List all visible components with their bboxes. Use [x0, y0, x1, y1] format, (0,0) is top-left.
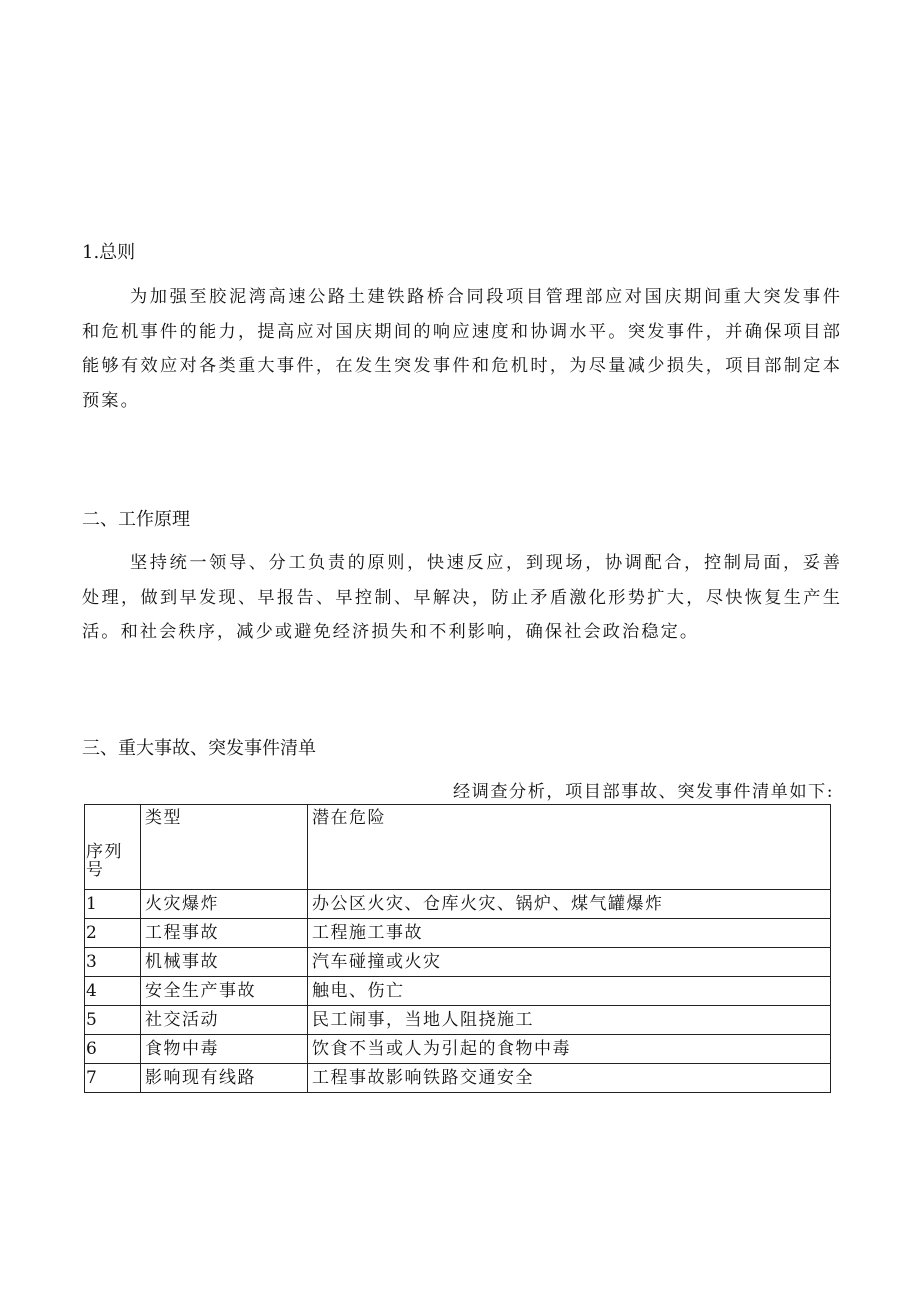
row-type: 工程事故 [141, 919, 308, 948]
incident-table [84, 804, 831, 1093]
row-type: 社交活动 [141, 1006, 308, 1035]
table-intro: 经调查分析，项目部事故、突发事件清单如下: [452, 782, 834, 802]
table-row [85, 1035, 831, 1064]
row-no: 7 [85, 1064, 141, 1093]
section-1-title: 1.总则 [82, 242, 136, 263]
row-no: 5 [85, 1006, 141, 1035]
table-row [85, 919, 831, 948]
table-row [85, 890, 831, 919]
table-row [85, 977, 831, 1006]
table-row [85, 1064, 831, 1093]
row-no: 4 [85, 977, 141, 1006]
row-danger: 工程事故影响铁路交通安全 [308, 1064, 831, 1093]
row-no: 3 [85, 948, 141, 977]
row-no: 6 [85, 1035, 141, 1064]
row-danger: 触电、伤亡 [308, 977, 831, 1006]
row-type: 影响现有线路 [141, 1064, 308, 1093]
table-row [85, 948, 831, 977]
header-cell-type: 类型 [141, 805, 308, 890]
row-danger: 汽车碰撞或火灾 [308, 948, 831, 977]
table-header-row [85, 805, 831, 890]
header-cell-danger: 潜在危险 [308, 805, 831, 890]
row-type: 安全生产事故 [141, 977, 308, 1006]
row-no: 1 [85, 890, 141, 919]
row-type: 机械事故 [141, 948, 308, 977]
section-3-title: 三、重大事故、突发事件清单 [82, 738, 316, 759]
row-type: 火灾爆炸 [141, 890, 308, 919]
header-cell-no [85, 805, 141, 890]
row-danger: 饮食不当或人为引起的食物中毒 [308, 1035, 831, 1064]
row-no: 2 [85, 919, 141, 948]
row-type: 食物中毒 [141, 1035, 308, 1064]
table-row [85, 1006, 831, 1035]
row-danger: 民工闹事，当地人阻挠施工 [308, 1006, 831, 1035]
section-2-body: 坚持统一领导、分工负责的原则，快速反应，到现场，协调配合，控制局面，妥善处理，做到早发现、早报告、早控制、早解决，防止矛盾激化形势扩大，尽快恢复生产生活。和社会秩序，减少或避免经济损失和不利影响，确保社会政治稳定。 [82, 553, 842, 642]
row-danger: 办公区火灾、仓库火灾、锅炉、煤气罐爆炸 [308, 890, 831, 919]
section-2-title: 二、工作原理 [82, 509, 190, 530]
section-1-body: 为加强至胶泥湾高速公路土建铁路桥合同段项目管理部应对国庆期间重大突发事件和危机事件的能力，提高应对国庆期间的响应速度和协调水平。突发事件，并确保项目部能够有效应对各类重大事件，在发生突发事件和危机时，为尽量减少损失，项目部制定本预案。 [82, 287, 842, 411]
header-no-label: 序列号 [86, 842, 123, 880]
row-danger: 工程施工事故 [308, 919, 831, 948]
